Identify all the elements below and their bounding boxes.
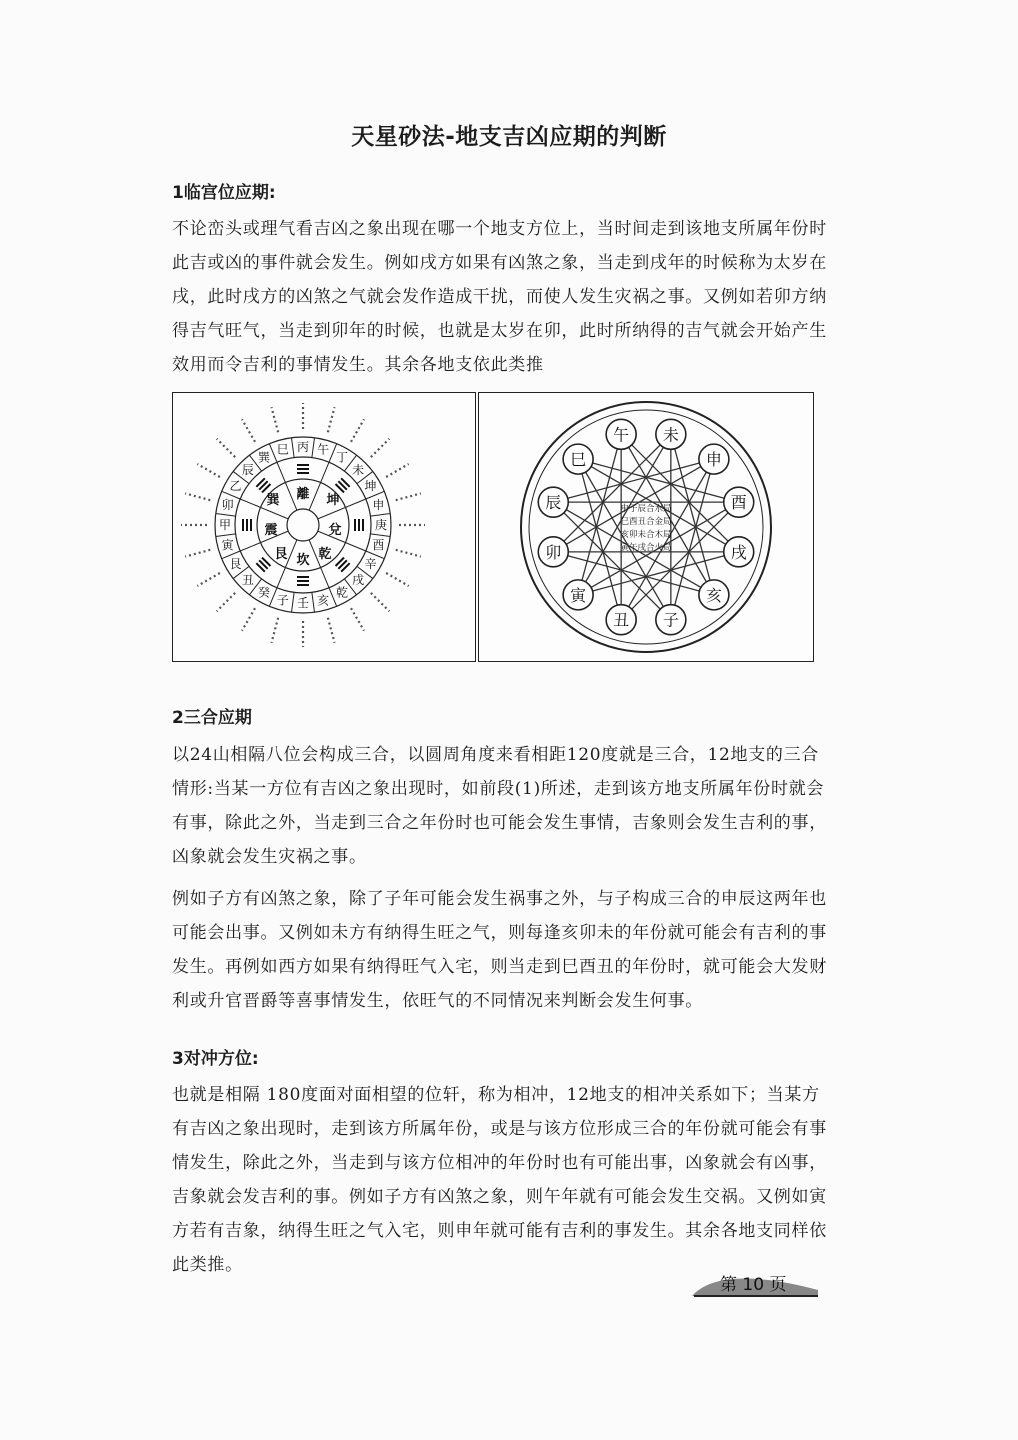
compass-ring-label: 子: [276, 593, 289, 608]
compass-tick: [370, 514, 390, 517]
compass-ring-label: 巳: [276, 442, 289, 457]
compass-spoke: [318, 499, 366, 519]
compass-ray: [371, 593, 389, 611]
compass-tick: [370, 534, 390, 537]
compass-ray: [396, 493, 421, 500]
section2-heading: 2三合应期: [172, 708, 252, 728]
compass-center-label: 乾: [318, 547, 332, 562]
branch-label: 寅: [570, 585, 587, 605]
compass-ring-label: 酉: [372, 538, 385, 553]
compass-ray: [217, 439, 235, 457]
page-number: 第 10 页: [720, 1275, 787, 1295]
compass-ray: [242, 419, 255, 442]
branch-label: 戌: [730, 542, 747, 562]
branches-diagram-panel: [478, 392, 814, 662]
branch-label: 亥: [705, 585, 722, 605]
compass-ring-label: 坤: [364, 479, 377, 493]
compass-ring-label: 寅: [221, 538, 234, 553]
branch-label: 丑: [613, 610, 630, 630]
compass-ray: [328, 618, 335, 643]
compass-ring-label: 乙: [229, 479, 242, 493]
compass-center-label: 坎: [296, 553, 310, 568]
branch-label: 酉: [730, 493, 747, 513]
branch-label: 卯: [545, 542, 562, 562]
compass-ring-label: 丙: [296, 440, 310, 454]
compass-ring-label: 戌: [352, 573, 365, 588]
compass-ray: [386, 464, 409, 477]
diagram-figure: [172, 392, 814, 662]
compass-ring-label: 午: [317, 442, 330, 457]
compass-ray: [328, 407, 335, 432]
compass-center-label: 離: [296, 487, 310, 502]
compass-ray: [185, 550, 210, 557]
compass-ray: [242, 608, 255, 631]
section3-heading: 3对冲方位:: [172, 1049, 259, 1069]
compass-ray: [197, 464, 220, 477]
compass-ray: [351, 419, 364, 442]
compass-tick: [292, 438, 295, 458]
compass-tick: [292, 592, 295, 612]
section3-paragraph: 也就是相隔 180度面对面相望的位轩，称为相冲，12地支的相冲关系如下；当某方有吉凶之象出现时，走到该方所属年份，或是与该方位形成三合的年份就可能会有事情发生，除此之外，当走到与该方位相冲的年份时也有可能出事，凶象就会有凶事，吉象就会发吉利的事。例如子方有凶煞之象，则午年就有可能会发生交祸。又例如寅方若有吉象，纳得生旺之气入宅，则申年就可能有吉利的事发生。其余各地支同样依此类推。: [172, 1085, 827, 1275]
branch-label: 午: [613, 425, 630, 445]
branch-label: 未: [662, 425, 679, 445]
compass-ray: [271, 407, 278, 432]
compass-ring-label: 壬: [296, 596, 310, 610]
compass-ring-label: 亥: [317, 593, 330, 608]
center-line-4: 寅午戌合火局: [620, 543, 672, 553]
compass-ring-label: 卯: [221, 497, 234, 512]
compass-ring-label: 申: [372, 497, 385, 512]
compass-diagram: [173, 393, 475, 661]
compass-ring-label: 丁: [335, 450, 349, 465]
branch-label: 申: [705, 450, 722, 470]
compass-center-label: 巽: [266, 493, 280, 508]
compass-ray: [386, 573, 409, 586]
branch-label: 巳: [570, 450, 587, 470]
compass-ray: [271, 618, 278, 643]
section2-paragraph-2: 例如子方有凶煞之象，除了子年可能会发生祸事之外，与子构成三合的申辰这两年也可能会出事。又例如未方有纳得生旺之气，则每逢亥卯未的年份就可能会有吉利的事发生。再例如西方如果有纳得旺气入宅，则当走到巳酉丑的年份时，就可能会大发财利或升官晋爵等喜事情发生，依旺气的不同情况来判断会发生何事。: [172, 889, 827, 1011]
branch-label: 子: [662, 610, 679, 630]
branches-diagram: [479, 393, 813, 661]
compass-ray: [371, 439, 389, 457]
compass-ring-label: 乾: [335, 585, 349, 600]
compass-spoke: [277, 462, 297, 510]
compass-ring-label: 甲: [218, 518, 232, 532]
center-line-2: 巳酉丑合金局: [620, 517, 672, 527]
page-title: 天星砂法-地支吉凶应期的判断: [351, 124, 667, 150]
section2-paragraph-1: 以24山相隔八位会构成三合，以圆周角度来看相距120度就是三合，12地支的三合情形:当某一方位有吉凶之象出现时，如前段(1)所述，走到该方地支所属年份时就会有事，除此之外，当走到三合之年份时也可能会发生事情，吉象则会发生吉利的事，凶象就会发生灾祸之事。: [172, 745, 827, 867]
compass-ray: [351, 608, 364, 631]
compass-ring-label: 丑: [241, 573, 254, 588]
page-number-badge: [690, 1268, 820, 1300]
compass-ring-label: 艮: [229, 557, 242, 571]
compass-ray: [197, 573, 220, 586]
compass-ray: [185, 493, 210, 500]
compass-center-label: 坤: [326, 493, 340, 508]
compass-tick: [312, 438, 315, 458]
center-line-3: 亥卯未合木局: [620, 530, 672, 540]
compass-tick: [216, 514, 236, 517]
compass-center-label: 兌: [328, 523, 342, 538]
section1-paragraph: 不论峦头或理气看吉凶之象出现在哪一个地支方位上，当时间走到该地支所属年份时此吉或凶的事件就会发生。例如戌方如果有凶煞之象，当走到戌年的时候称为太岁在戌，此时戌方的凶煞之气就会发作造成干扰，而使人发生灾祸之事。又例如若卯方纳得吉气旺气，当走到卯年的时候，也就是太岁在卯，此时所纳得的吉气就会开始产生效用而令吉利的事情发生。其余各地支依此类推: [172, 219, 827, 375]
compass-spoke: [240, 499, 288, 519]
compass-center-label: 震: [264, 523, 278, 538]
compass-ring-label: 庚: [374, 518, 388, 532]
compass-ring-label: 巽: [257, 450, 271, 465]
compass-ring-label: 癸: [257, 585, 271, 600]
compass-ring-label: 辛: [364, 557, 377, 571]
compass-ray: [396, 550, 421, 557]
center-line-1: 申子辰合水局: [620, 504, 672, 514]
compass-tick: [312, 592, 315, 612]
compass-ring-label: 未: [352, 462, 365, 477]
compass-ring-label: 辰: [241, 462, 254, 477]
compass-diagram-panel: [172, 392, 476, 662]
compass-center-label: 艮: [274, 547, 288, 562]
compass-ray: [217, 593, 235, 611]
branch-label: 辰: [545, 493, 562, 513]
compass-tick: [216, 534, 236, 537]
section1-heading: 1临宫位应期:: [172, 183, 276, 203]
